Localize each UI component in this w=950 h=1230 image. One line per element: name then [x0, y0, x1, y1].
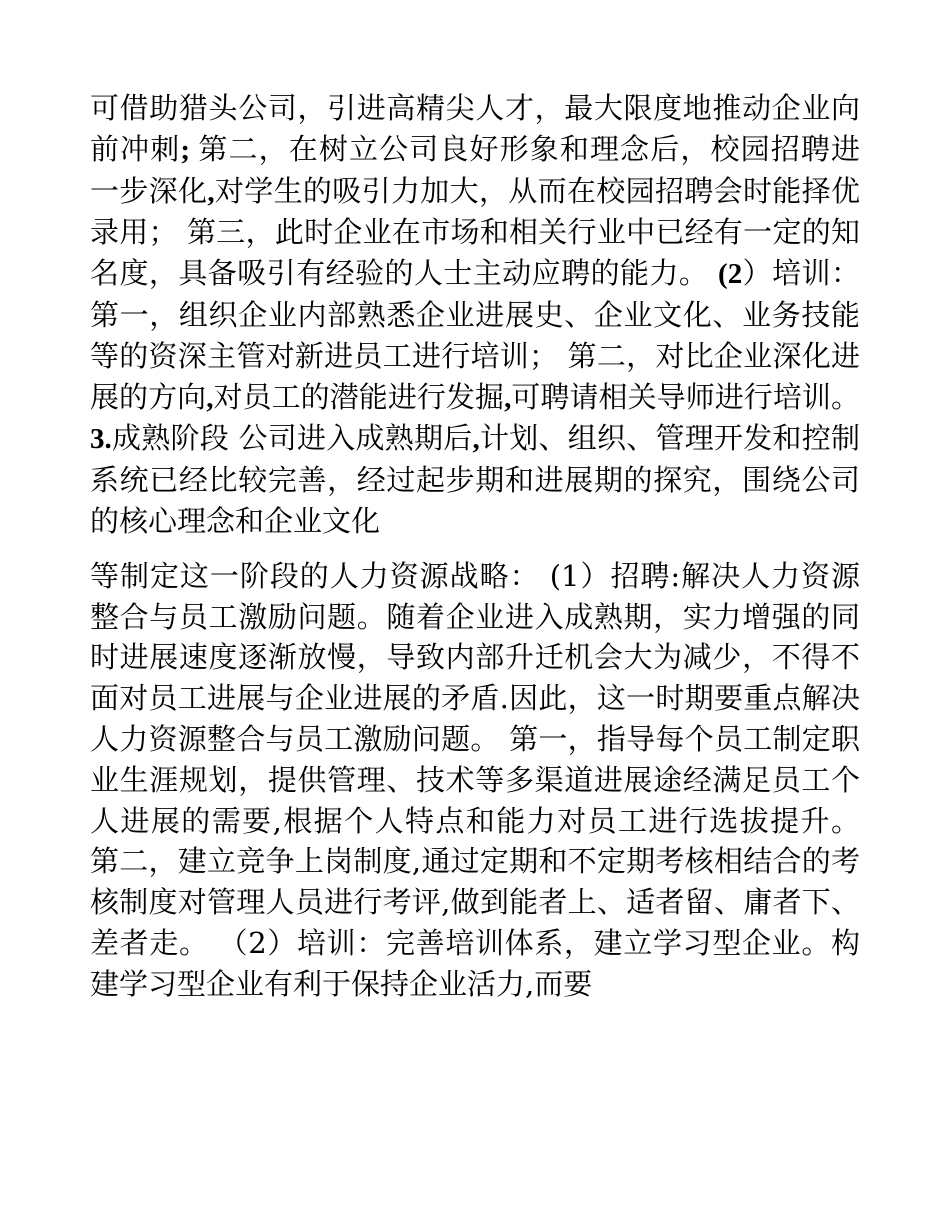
text-run-bold: ; — [180, 133, 199, 166]
section-number: 3. — [90, 423, 112, 456]
text-run: 对学生的吸引力加大，从而在校园招聘会时能择优录用； 第三，此时企业在市场和相关行业中已经有一定的知名度，具备吸引有经验的人士主动应聘的能力。 — [90, 173, 860, 291]
text-run: 可借助猎头公司，引进高精尖人才，最大限度地推动企业向前冲刺 — [90, 91, 860, 166]
text-run: 成熟阶段 公司进入成熟期后 — [111, 421, 473, 456]
text-run: 第二，在树立公司良好形象和理念后，校园招聘进一步深化 — [90, 131, 860, 208]
text-run: 计划、组织、管理开发和控制系统已经比较完善，经过起步期和进展期的探究，围绕公司的核心理念和企业文化 — [90, 421, 860, 538]
text-run: 可聘请相关导师进行培训。 — [511, 379, 860, 414]
paragraph-2 — [90, 556, 860, 1005]
text-run-bold: , — [206, 381, 214, 414]
text-run: 等制定这一阶段的人力资源战略： (1）招聘:解决人力资源整合与员工激励问题。随着企业进入成熟期，实力增强的同时进展速度逐渐放慢，导致内部升迁机会大为减少，不得不面对员工进展与企业进展的矛盾.因此，这一时期要重点解决人力资源整合与员工激励问题。 第一，指导每个员工制定职业生涯规划，提供管理、技术等多渠道进展途经满足员工个人进展的需要,根据个人特点和能力对员工进行选拔提升。 第二，建立竞争上岗制度,通过定期和不定期考核相结合的考核制度对管理人员进行考评,做到能者上、适者留、庸者下、差者走。 （2）培训：完善培训体系，建立学习型企业。构建学习型企业有利于保持企业活力,而要 — [90, 558, 860, 1001]
text-run-bold: , — [472, 423, 480, 456]
text-run: ）培训： 第一，组织企业内部熟悉企业进展史、企业文化、业务技能等的资深主管对新进员工进行培训； 第二，对比企业深化进展的方向 — [90, 256, 860, 414]
document-page — [90, 88, 860, 1005]
text-run: 对员工的潜能进行发掘 — [213, 379, 505, 414]
text-run-bold: (2 — [718, 258, 743, 291]
paragraph-1 — [90, 88, 860, 542]
text-run-bold: , — [504, 381, 512, 414]
text-run-bold: , — [207, 175, 215, 208]
